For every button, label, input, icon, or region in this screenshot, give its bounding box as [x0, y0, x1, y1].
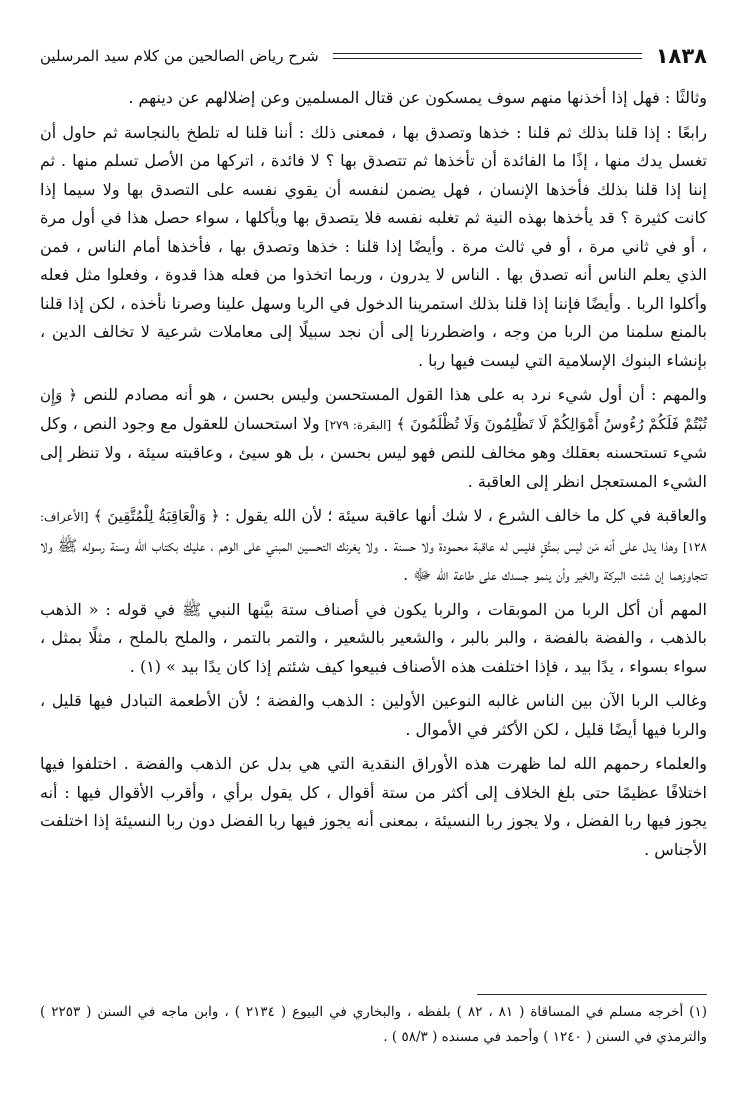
paragraph-text: ولا استحسان للعقول مع وجود النص ، وكل شيء تستحسنه بعقلك وهو مخالف للنص فهو ليس بحسن ، بل هو سيئ ، وعاقبته سيئة ، ولا تنظر إلى الشيء المستعجل انظر إلى العاقبة . — [40, 413, 707, 491]
paragraph: المهم أن أكل الربا من الموبقات ، والربا يكون في أصناف ستة بيَّنها النبي ﷺ في قوله : « الذهب بالذهب ، والفضة بالفضة ، والبر بالبر ، والشعير بالشعير ، والتمر بالتمر ، والملح بالملح ، مثلًا بمثل ، سواء بسواء ، يدًا بيد ، فإذا اختلفت هذه الأصناف فبيعوا كيف شئتم إذا كان يدًا بيد » (١) . — [40, 599, 708, 676]
quran-verse: ﴿ وَإِن تُبْتُمْ فَلَكُمْ رُءُوسُ أَمْوَالِكُمْ لَا تَظْلِمُونَ وَلَا تُظْلَمُونَ ﴾ — [40, 386, 707, 433]
paragraph — [40, 502, 707, 590]
header-rule — [333, 53, 642, 59]
footnotes — [40, 1000, 707, 1050]
page — [40, 34, 707, 864]
body-text — [40, 84, 707, 864]
running-header — [40, 34, 707, 78]
paragraph: وغالب الربا الآن بين الناس غالبه النوعين الأولين : الذهب والفضة ؛ لأن الأطعمة التبادل فيها قليل ، والربا فيها أيضًا قليل ، لكن الأكثر في الأموال . — [40, 691, 707, 739]
book-title: شرح رياض الصالحين من كلام سيد المرسلين — [40, 47, 319, 65]
paragraph: وثالثًا : فهل إذا أخذنها منهم سوف يمسكون عن قتال المسلمين وعن إضلالهم عن دينهم . — [128, 88, 707, 107]
verse-citation: [الأعراف: ١٢٨] — [40, 510, 707, 554]
paragraph-text: والمهم : أن أول شيء نرد به على هذا القول المستحسن وليس بحسن ، هو أنه مصادم للنص — [83, 385, 708, 404]
paragraph — [40, 381, 707, 496]
footnote: (١) أخرجه مسلم في المساقاة ( ٨١ ، ٨٢ ) بلفظه ، والبخاري في البيوع ( ٢١٣٤ ) ، وابن ماجه في السنن ( ٢٢٥٣ ) والترمذي في السنن ( ١٢٤٠ ) وأحمد في مسنده ( ٥٨/٣ ) . — [40, 1004, 707, 1045]
paragraph: والعلماء رحمهم الله لما ظهرت هذه الأوراق النقدية التي هي بدل عن الذهب والفضة . اختلفوا فيها اختلافًا عظيمًا حتى بلغ الخلاف إلى أكثر من ستة أقوال ، كل يقول برأي ، وأقرب الأقوال فيها : أنه يجوز فيها ربا الفضل ، ولا يجوز ربا النسيئة ، بمعنى أنه يجوز فيها ربا الفضل دون ربا النسيئة إذا اختلفت الأجناس . — [40, 754, 707, 859]
quran-verse: ﴿ وَالْعَاقِبَةُ لِلْمُتَّقِينَ ﴾ — [93, 507, 220, 525]
paragraph-text: وهذا يدل على أنه مَن ليس بمتَّقٍ فليس له عاقبة محمودة ولا حسنة . ولا يغرنك التحسين المبني على الوهم ، عليك بكتاب الله وسنة رسوله ﷺ ولا تتجاوزهما إن شئت البركة والخير وأن ينمو جسدك على طاعة الله ﷻ . — [40, 535, 707, 584]
paragraph: رابعًا : إذا قلنا بذلك ثم قلنا : خذها وتصدق بها ، فمعنى ذلك : أننا قلنا له تلطخ بالنجاسة ثم حاول أن تغسل يدك منها ، إذًا ما الفائدة أن تأخذها ثم تتصدق بها ؟ لا فائدة ، اتركها من الأصل تسلم منها . ثم إننا إذا قلنا بذلك فأخذها الإنسان ، فهل يضمن لنفسه أن يقوي نفسه على التصدق بها ولا سيما إذا كانت كثيرة ؟ قد يأخذها بهذه النية ثم تغلبه نفسه فلا يتصدق بها ويأكلها ، سواء حصل هذا في أول مرة ، أو في ثاني مرة ، أو في ثالث مرة . وأيضًا إذا قلنا : خذها وتصدق بها ، فأخذها أمام الناس ، فمن الذي يعلم الناس أنه تصدق بها . الناس لا يدرون ، وربما اتخذوا من فعله هذا قدوة ، وفعلوا مثل فعله وأكلوا الربا . وأيضًا فإننا إذا قلنا بذلك استمرينا الدخول في الربا وسهل علينا وصرنا نأخذه ، لكن إذا قلنا بالمنع سلمنا من الربا من وجه ، واضطررنا إلى أن نجد سبيلًا إلى معاملات شرعية لا تخالف الدين ، بإنشاء البنوك الإسلامية التي ليست فيها ربا . — [40, 122, 708, 370]
paragraph-text: والعاقبة في كل ما خالف الشرع ، لا شك أنها عاقبة سيئة ؛ لأن الله يقول : — [224, 506, 707, 525]
page-number: ١٨٣٨ — [655, 44, 707, 68]
footnote-rule — [477, 994, 707, 995]
verse-citation: [البقرة: ٢٧٩] — [324, 417, 392, 432]
